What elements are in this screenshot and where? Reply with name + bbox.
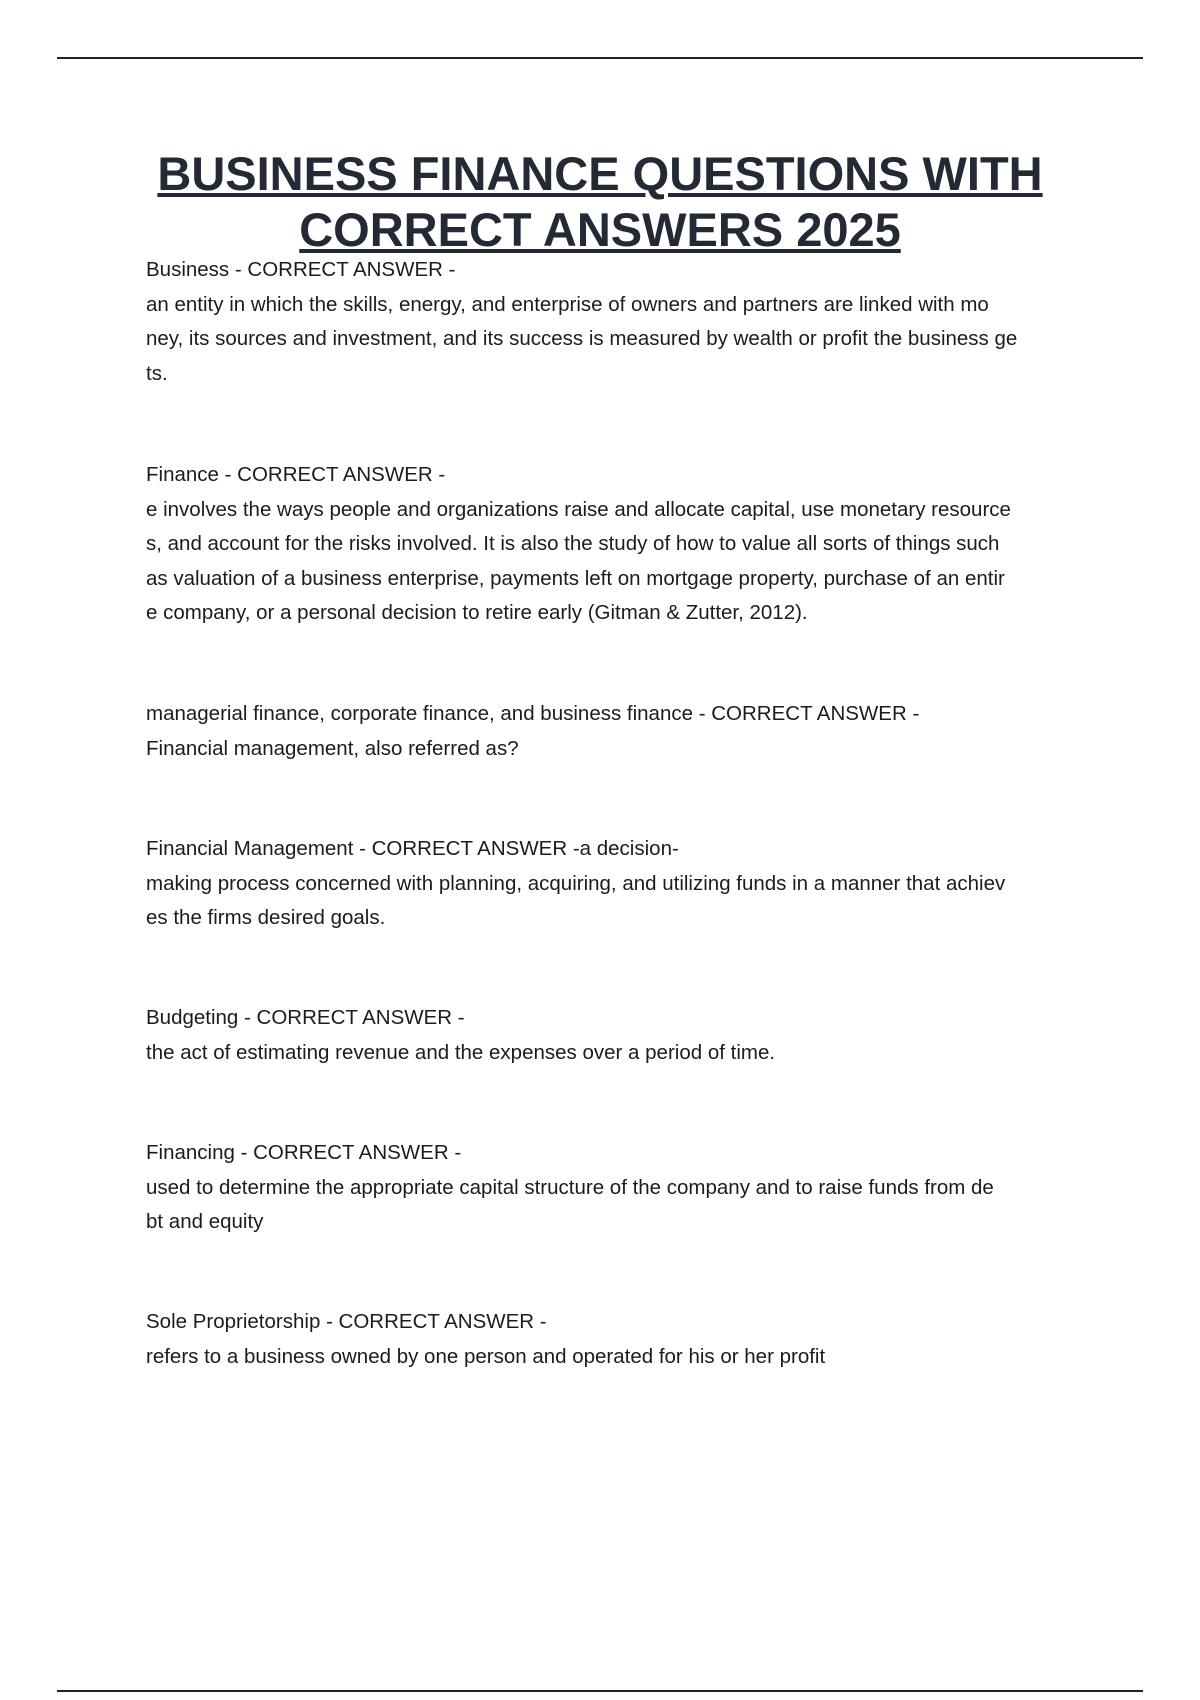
qa-answer-line: e company, or a personal decision to retire early (Gitman & Zutter, 2012). [146,601,808,624]
qa-answer-line: es the firms desired goals. [146,906,386,929]
qa-term: Business - CORRECT ANSWER - [146,258,456,281]
title-line-2: CORRECT ANSWERS 2025 [299,203,901,256]
qa-answer-line: making process concerned with planning, acquiring, and utilizing funds in a manner that achiev [146,871,1006,895]
qa-entry-sole-proprietorship [146,1305,1096,1374]
qa-term: managerial finance, corporate finance, and business finance - CORRECT ANSWER - [146,702,920,725]
qa-term: Finance - CORRECT ANSWER - [146,463,446,486]
top-rule [57,57,1143,59]
qa-answer-line: as valuation of a business enterprise, payments left on mortgage property, purchase of an entir [146,566,1005,590]
qa-answer-line: e involves the ways people and organizations raise and allocate capital, use monetary resource [146,497,1011,521]
qa-term: Financing - CORRECT ANSWER - [146,1141,462,1164]
qa-entry-managerial-finance [146,697,1096,766]
qa-term: Budgeting - CORRECT ANSWER - [146,1006,465,1029]
qa-entry-business [146,253,1096,391]
qa-answer-line: bt and equity [146,1210,264,1233]
qa-answer-line: used to determine the appropriate capital structure of the company and to raise funds from de [146,1175,994,1199]
bottom-rule [57,1690,1143,1692]
qa-answer-line: ney, its sources and investment, and its success is measured by wealth or profit the business ge [146,327,1018,350]
document-title [60,146,1140,258]
qa-entry-financial-management [146,832,1096,936]
qa-answer-line: s, and account for the risks involved. It is also the study of how to value all sorts of things such [146,532,1000,555]
title-line-1: BUSINESS FINANCE QUESTIONS WITH [157,147,1043,200]
qa-answer-line: Financial management, also referred as? [146,736,519,760]
qa-answer-line: the act of estimating revenue and the expenses over a period of time. [146,1040,776,1064]
qa-term: Financial Management - CORRECT ANSWER -a decision- [146,837,679,860]
qa-answer-line: refers to a business owned by one person and operated for his or her profit [146,1344,826,1368]
qa-answer-line: ts. [146,361,168,385]
qa-term: Sole Proprietorship - CORRECT ANSWER - [146,1310,547,1333]
qa-entry-finance [146,458,1096,631]
qa-entry-financing [146,1136,1096,1240]
qa-entry-budgeting [146,1001,1096,1070]
qa-answer-line: an entity in which the skills, energy, and enterprise of owners and partners are linked with mo [146,292,989,316]
